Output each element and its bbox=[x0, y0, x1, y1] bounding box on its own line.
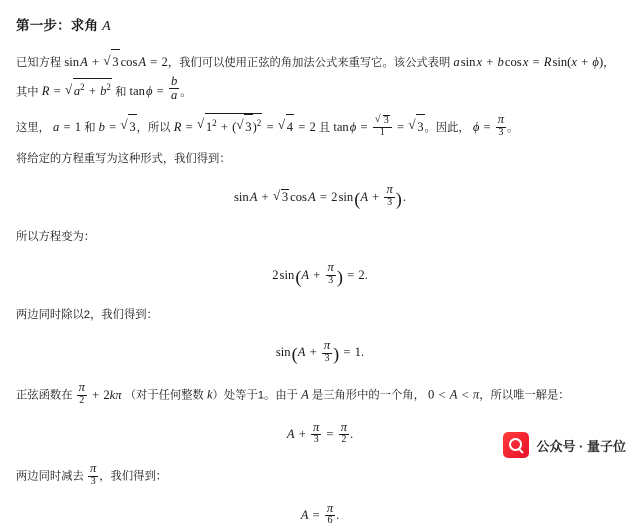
paragraph-6 bbox=[16, 381, 624, 407]
p6-text-c: ）处等于1。由于 bbox=[212, 390, 298, 403]
paragraph-3: 将给定的方程重写为这种形式，我们得到： bbox=[16, 153, 231, 166]
watermark bbox=[503, 432, 626, 458]
p6-text-b: （对于任何整数 bbox=[124, 390, 204, 403]
p2-text-c: ，所以 bbox=[136, 121, 171, 134]
p2-text-e: 。因此， bbox=[424, 121, 470, 134]
math-phi-val: ϕ = $\frac{\pi}{3}$ bbox=[472, 112, 505, 138]
p1-text-b: ，我们可以使用正弦的角加法公式来重写它。该公式表明 bbox=[167, 57, 451, 69]
page-title bbox=[16, 14, 624, 35]
p2-text-f: 。 bbox=[507, 121, 519, 134]
math-k-var: k bbox=[206, 388, 213, 403]
math-tan-calc: tan ϕ = √ $\frac{3}{1}$ = √ 3 bbox=[333, 120, 424, 134]
math-R-def: R = √ $a^2 + b^2$ bbox=[42, 84, 112, 98]
page-title-symbol: A bbox=[102, 19, 111, 34]
p1-text-c: ，其中 bbox=[16, 57, 615, 99]
p7-text-a: 两边同时减去 bbox=[16, 470, 84, 483]
math-tan-def: tan ϕ = $\frac{b}{a}$ bbox=[129, 73, 178, 103]
display-equation-2: 2 sin (A + $\frac{\pi}{3}$ ) = 2. bbox=[272, 260, 368, 287]
math-sub-term: $\frac{\pi}{3}$ bbox=[89, 461, 97, 488]
p2-text-b: 和 bbox=[84, 121, 96, 134]
p6-text-e: ，所以唯一解是： bbox=[479, 390, 570, 403]
paragraph-1 bbox=[16, 49, 624, 104]
paragraph-5: 两边同时除以2，我们得到： bbox=[16, 308, 158, 321]
math-eq-given: sin A + √ 3 cos A = 2 bbox=[64, 55, 167, 69]
math-A-var: A bbox=[301, 388, 309, 403]
p2-text-d: 且 bbox=[318, 121, 331, 134]
math-range-A: 0 < A < π bbox=[428, 388, 480, 403]
math-sine-eq-one-at: $\frac{\pi}{2}$ + 2kπ bbox=[78, 380, 122, 407]
math-a-val: a = 1 bbox=[53, 119, 82, 134]
page-title-prefix: 第一步：求角 bbox=[16, 18, 99, 33]
display-equation-4: A + $\frac{\pi}{3}$ = $\frac{\pi}{2}$ . bbox=[286, 419, 354, 446]
paragraph-2 bbox=[16, 113, 624, 140]
watermark-text: 公众号 · 量子位 bbox=[536, 438, 626, 454]
p1-text-d: 和 bbox=[115, 86, 127, 99]
paragraph-4: 所以方程变为： bbox=[16, 230, 96, 243]
display-equation-5: A = $\frac{\pi}{6}$ . bbox=[300, 500, 340, 527]
p6-text-d: 是三角形中的一个角， bbox=[311, 390, 425, 403]
math-b-val: b = √ 3 bbox=[99, 120, 137, 134]
qbit-logo-icon bbox=[503, 432, 529, 458]
math-formula-addition: a sin x + b cos x = R sin(x + ϕ) bbox=[453, 55, 604, 69]
display-equation-1: sin A + √ 3 cos A = 2 sin (A + $\frac{\pi}{3}$ ) . bbox=[16, 183, 624, 210]
p1-text-a: 已知方程 bbox=[16, 57, 62, 69]
p1-text-e: 。 bbox=[180, 86, 192, 99]
math-R-calc: R = √ $1^2$ + ( √ 3)$^2$ = √ 4 = 2 bbox=[174, 120, 316, 134]
display-equation-3: sin (A + $\frac{\pi}{3}$ ) = 1. bbox=[275, 337, 365, 365]
p2-text-a: 这里， bbox=[16, 121, 50, 134]
p7-text-b: ，我们得到： bbox=[99, 470, 168, 483]
p6-text-a: 正弦函数在 bbox=[16, 390, 73, 403]
paragraph-7 bbox=[16, 462, 624, 488]
